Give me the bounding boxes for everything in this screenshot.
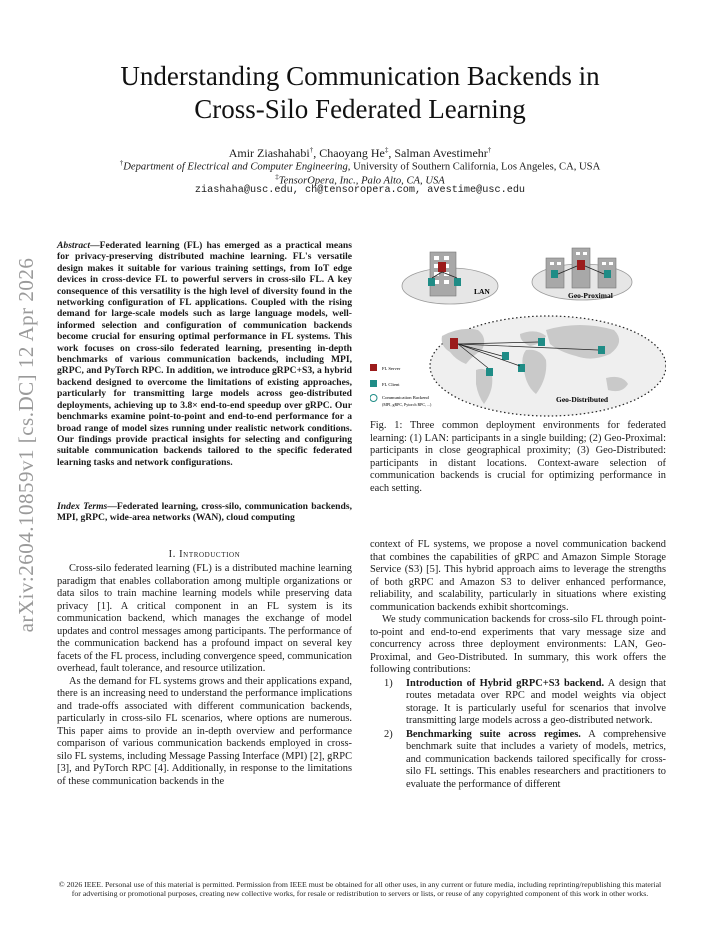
geo-distributed-label: Geo-Distributed: [556, 395, 609, 404]
paragraph: Cross-silo federated learning (FL) is a distributed machine learning paradigm that enables collaboration among multiple organizations or data silos to train machine learning models while preserving data privacy [1]. A critical component in an FL system is its communication backend, which manages the exchange of model updates and control messages among participants. The performance of the communication backend has a profound impact on several key facets of the FL process, including convergence speed, communication overhead, fault tolerance, and resource utilization.: [57, 563, 352, 674]
index-terms-lead: Index Terms: [57, 501, 108, 512]
title-line-2: Cross-Silo Federated Learning: [194, 94, 526, 124]
author-3: Salman Avestimehr: [394, 146, 488, 160]
geo-distributed-server-icon: [450, 338, 458, 349]
legend-server-label: FL Server: [382, 366, 401, 371]
affiliation-2: ‡TensorOpera, Inc., Palo Alto, CA, USA: [275, 173, 445, 187]
author-2: Chaoyang He: [319, 146, 385, 160]
abstract-body: —Federated learning (FL) has emerged as a practical means for privacy-preserving distributed machine learning. FL's versatile design makes it suitable for various training settings, from IoT edge devices in cross-device FL to powerful servers in cross-silo FL. A key consequence of this versatility is the high level of diversity found in the networking configuration of FL applications. Coupled with the rising demand for large-scale models such as large language models, well-informed selection and configuration of communication backends become crucial for ensuring optimal performance in FL systems. This work focuses on cross-silo federated learning, presenting in-depth benchmarks of various communication backends, including MPI, gRPC, and PyTorch RPC. In addition, we introduce gRPC+S3, a hybrid backend designed to overcome the limitations of existing approaches, particularly for transmitting large models across geo-distributed deployments, achieving up to 3.8× end-to-end speedup over gRPC. Our benchmarks examine point-to-point and end-to-end performance for a broad range of model sizes running under realistic network conditions. Our findings provide practical insights for selecting and configuring suitable communication backends tailored to the specific federated learning tasks and network configurations.: [57, 240, 352, 468]
section-heading: I. Introduction: [168, 549, 241, 560]
paragraph: context of FL systems, we propose a novel communication backend that combines the capabilities of gRPC and Amazon Simple Storage Service (S3) [5]. This hybrid approach aims to leverage the strengths of both gRPC and Amazon S3 to deliver enhanced performance, reliability, and scalability, particularly in situations where existing communication backends exhibit shortcomings.: [370, 539, 666, 613]
geo-distributed-client-icon: [502, 352, 509, 360]
legend-client-label: FL Client: [382, 382, 400, 387]
geo-distributed-client-icon: [538, 338, 545, 346]
paragraph: We study communication backends for cross-silo FL through point-to-point and end-to-end experiments that vary message size and concurrency across three deployment environments: LAN, Geo-Proximal, and Geo-Distributed. In summary, this work offers the following contributions:: [370, 614, 666, 675]
geo-distributed-client-icon: [598, 346, 605, 354]
affiliation-1: †Department of Electrical and Computer Engineering, University of Southern California, Los Angeles, CA, USA: [119, 159, 601, 173]
index-terms: [57, 501, 352, 524]
paper-title: [60, 60, 660, 126]
abstract-lead: Abstract: [57, 240, 91, 251]
geo-proximal-server-icon: [577, 260, 585, 270]
left-column-body: [57, 563, 352, 788]
lan-client-icon: [454, 278, 461, 286]
arxiv-stamp: arXiv:2604.10859v1 [cs.DC] 12 Apr 2026: [14, 257, 38, 633]
index-terms-body: —Federated learning, cross-silo, communication backends, MPI, gRPC, wide-area networks (WAN), cloud computing: [57, 501, 352, 524]
contributions-list: [370, 678, 666, 792]
geo-proximal-client-icon: [551, 270, 558, 278]
author-list: Amir Ziashahabi†, Chaoyang He‡, Salman Avestimehr†: [228, 146, 492, 160]
deployment-diagram: [370, 238, 666, 420]
legend-backend-label: Communication Backend: [382, 395, 429, 400]
geo-distributed-client-icon: [518, 364, 525, 372]
geo-distributed-client-icon: [486, 368, 493, 376]
title-line-1: Understanding Communication Backends in: [120, 61, 600, 91]
author-1: Amir Ziashahabi: [228, 146, 310, 160]
legend-backend-icon: [370, 395, 377, 402]
list-item: 1) Introduction of Hybrid gRPC+S3 backend. A design that routes metadata over RPC and model weights via object storage. It is particularly useful for scenarios that involve transmitting large models across a geo-distributed network.: [384, 677, 667, 726]
copyright-footer: © 2026 IEEE. Personal use of this material is permitted. Permission from IEEE must be obtained for all other uses, in any current or future media, including reprinting/republishing this material for advertising or promotional purposes, creating new collective works, for resale or redistribution to servers or lists, or reuse of any copyrighted component of this work in other works.: [58, 880, 662, 899]
figure-deployment-environments: [370, 238, 666, 420]
legend-backend-sub: (MPI, gRPC, Pytorch RPC, ...): [382, 402, 432, 407]
author-emails: ziashaha@usc.edu, ch@tensoropera.com, avestime@usc.edu: [194, 185, 526, 196]
geo-proximal-label: Geo-Proximal: [568, 291, 613, 300]
paragraph: As the demand for FL systems grows and their applications expand, there is an increasing need to understand the performance implications and trade-offs associated with different communication backends, particularly in cross-silo FL scenarios, where options are numerous. This paper aims to provide an in-depth overview and performance comparison of various communication backends employed in cross-silo FL systems, including Message Passing Interface (MPI) [2], gRPC [3], and PyTorch RPC [4]. Additionally, in response to the limitations of these communication backends in the: [57, 675, 352, 787]
lan-server-icon: [438, 262, 446, 272]
figure-caption: Fig. 1: Three common deployment environments for federated learning: (1) LAN: participants in a single building; (2) Geo-Proximal: participants in close geographical proximity; (3) Geo-Distributed: participants in distant locations. Context-aware selection of communication backends is crucial for optimizing performance in each setting.: [370, 420, 666, 494]
lan-client-icon: [428, 278, 435, 286]
lan-label: LAN: [474, 287, 490, 296]
legend-server-swatch: [370, 364, 377, 371]
abstract: [57, 240, 352, 468]
lan-building-icon: [430, 252, 456, 296]
right-column-body: [370, 539, 666, 791]
legend-client-swatch: [370, 380, 377, 387]
geo-proximal-client-icon: [604, 270, 611, 278]
list-item: 2) Benchmarking suite across regimes. A comprehensive benchmark suite that includes a variety of models, metrics, and communication backends tailored specifically for cross-silo FL settings. This enables researchers and practitioners to evaluate the performance of different: [384, 728, 666, 790]
